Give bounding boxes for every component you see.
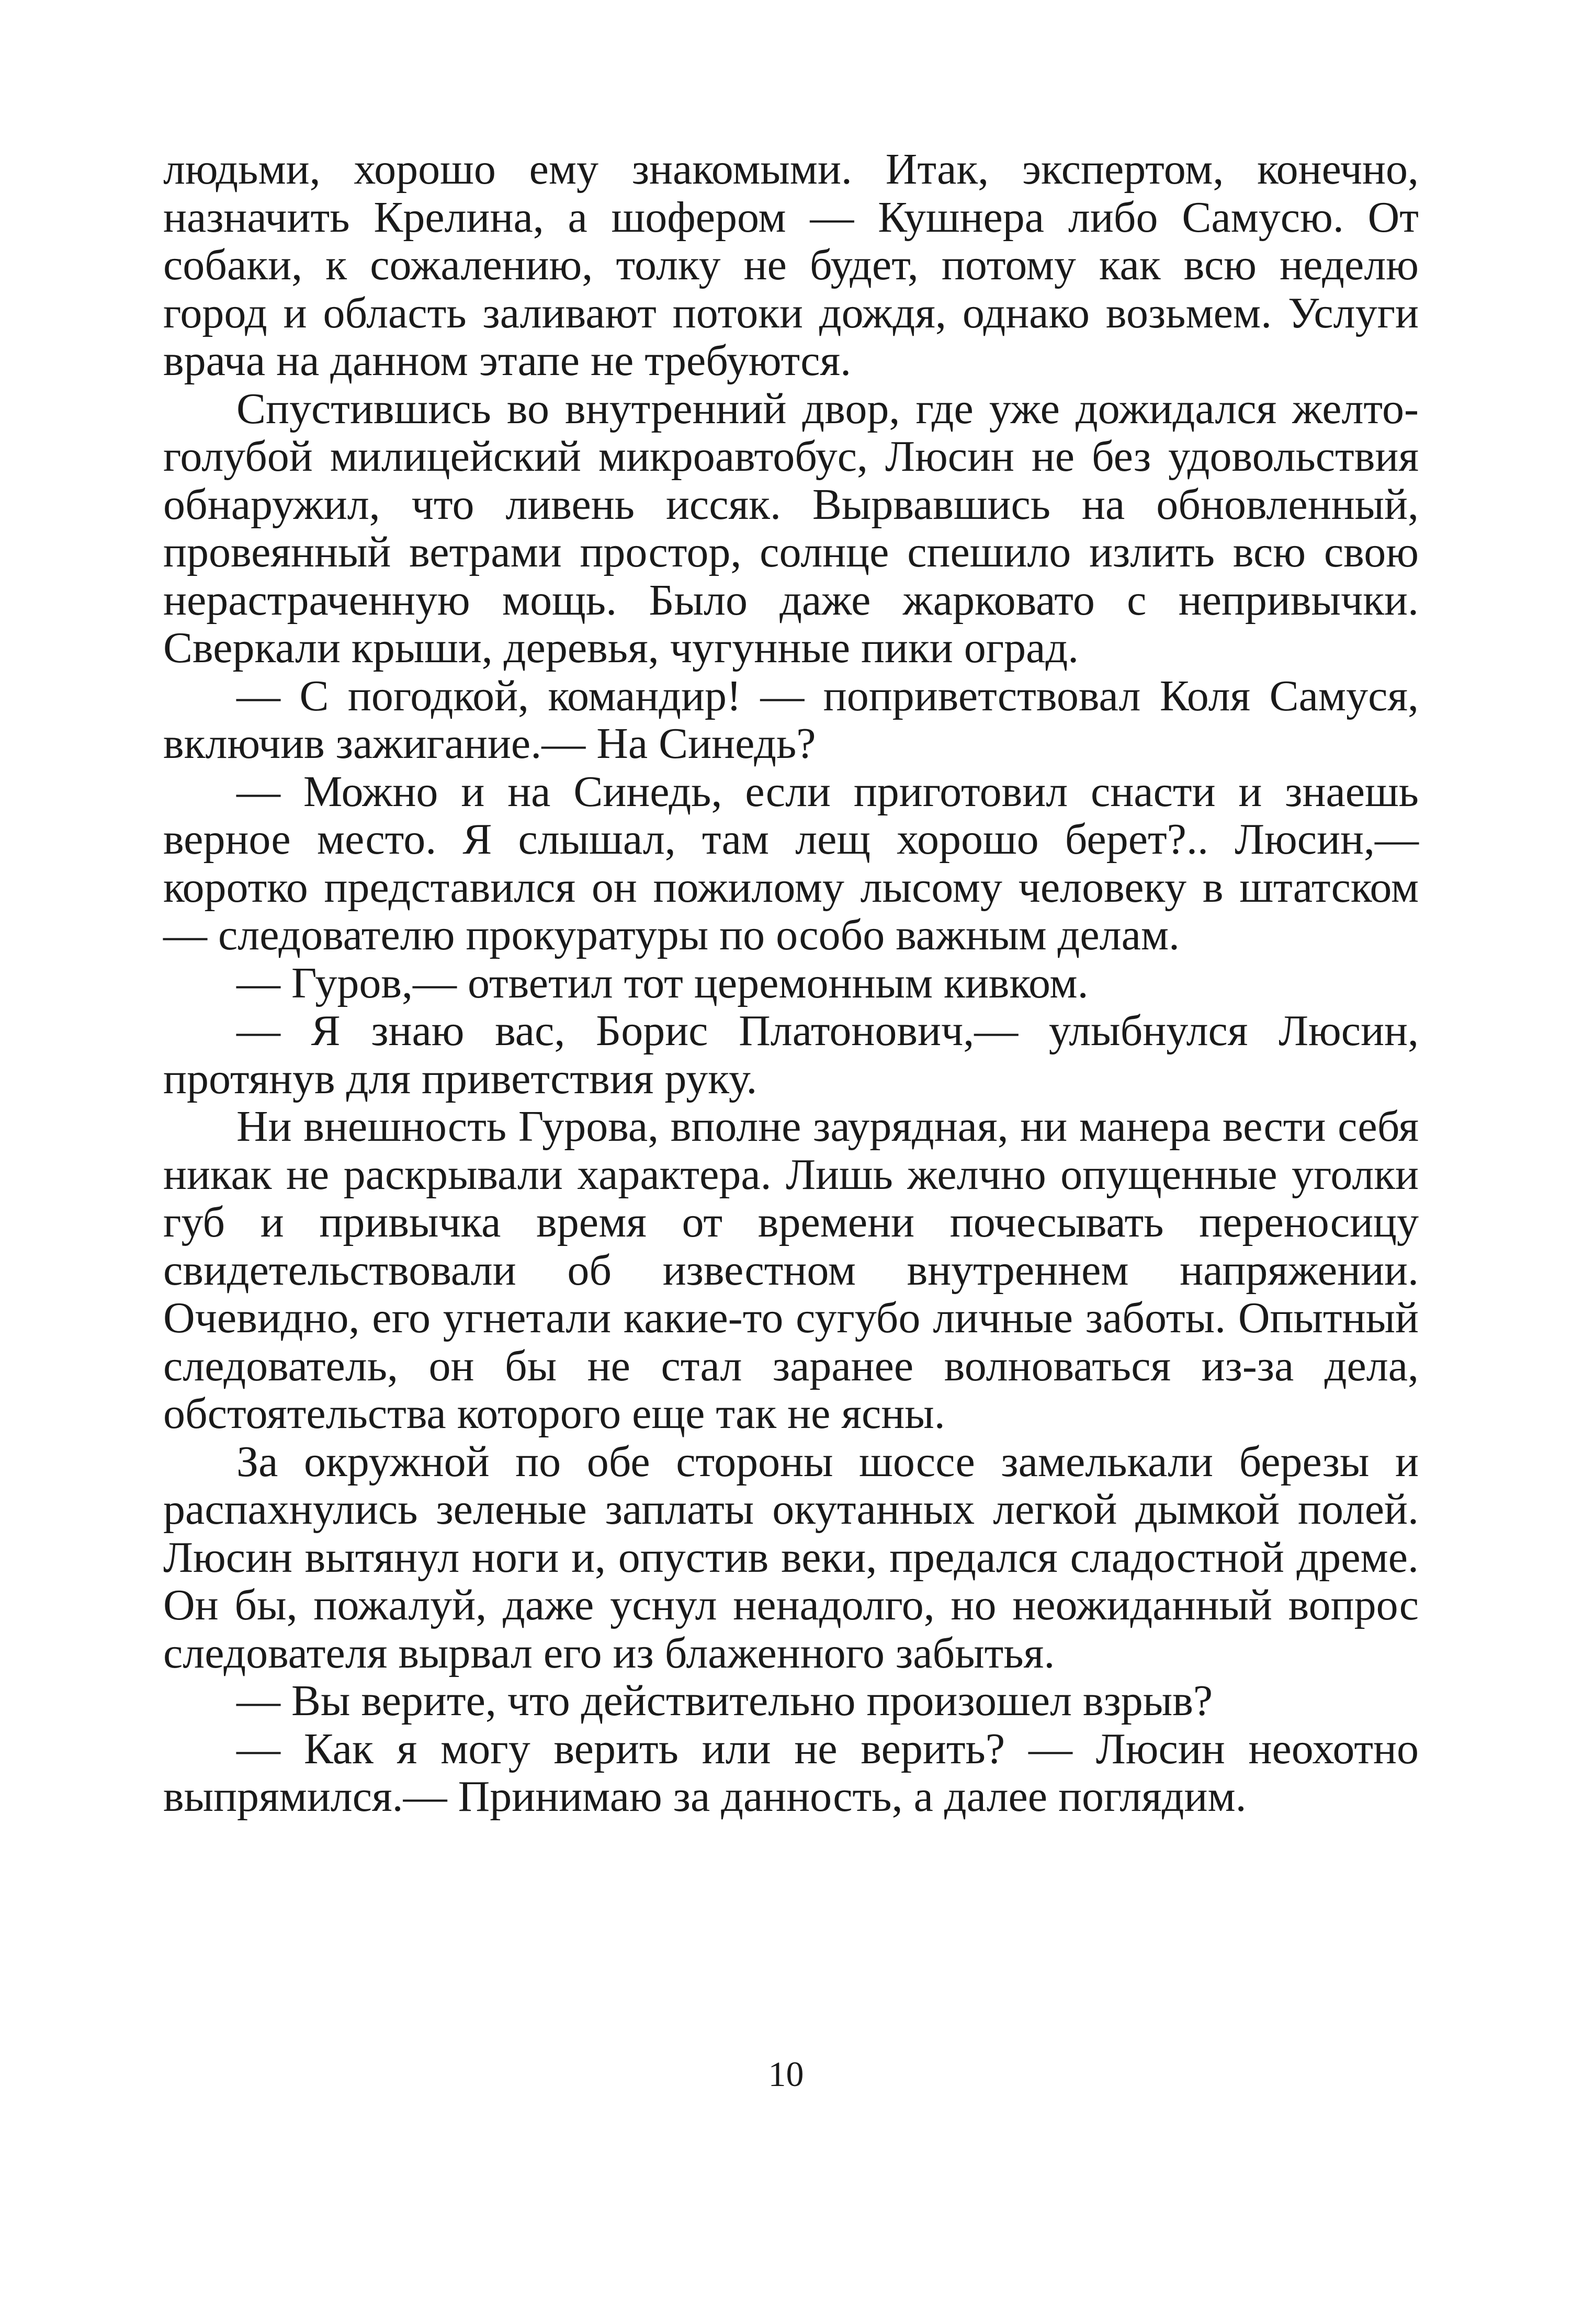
paragraph-6: — Я знаю вас, Борис Платонович,— улыбнулся Люсин, протянув для приветствия руку. bbox=[163, 1006, 1419, 1103]
body-text bbox=[163, 145, 1419, 1821]
paragraph-4: — Можно и на Синедь, если приготовил снасти и знаешь верное место. Я слышал, там лещ хорошо берет?.. Люсин,— коротко представился он пожилому лысому человеку в штатском — следователю прокуратуры по особо важным делам. bbox=[163, 767, 1419, 959]
page-number: 10 bbox=[768, 2054, 804, 2094]
paragraph-1: людьми, хорошо ему знакомыми. Итак, экспертом, конечно, назначить Крелина, а шофером — Кушнера либо Самусю. От собаки, к сожалению, толку не будет, потому как всю неделю город и область заливают потоки дождя, однако возьмем. Услуги врача на данном этапе не требуются. bbox=[163, 145, 1419, 385]
paragraph-2: Спустившись во внутренний двор, где уже дожидался желто-голубой милицейский микроавтобус, Люсин не без удовольствия обнаружил, что ливень иссяк. Вырвавшись на обновленный, провеянный ветрами простор, солнце спешило излить всю свою нерастраченную мощь. Было даже жарковато с непривычки. Сверкали крыши, деревья, чугунные пики оград. bbox=[163, 384, 1419, 672]
paragraph-3: — С погодкой, командир! — поприветствовал Коля Самуся, включив зажигание.— На Синедь? bbox=[163, 671, 1419, 768]
paragraph-5: — Гуров,— ответил тот церемонным кивком. bbox=[236, 958, 1089, 1007]
paragraph-8: За окружной по обе стороны шоссе замелькали березы и распахнулись зеленые заплаты окутанных легкой дымкой полей. Люсин вытянул ноги и, опустив веки, предался сладостной дреме. Он бы, пожалуй, даже уснул ненадолго, но неожиданный вопрос следователя вырвал его из блаженного забытья. bbox=[163, 1437, 1419, 1677]
paragraph-9: — Вы верите, что действительно произошел взрыв? bbox=[236, 1676, 1213, 1725]
paragraph-7: Ни внешность Гурова, вполне заурядная, ни манера вести себя никак не раскрывали характера. Лишь желчно опущенные уголки губ и привычка время от времени почесывать переносицу свидетельствовали об известном внутреннем напряжении. Очевидно, его угнетали какие-то сугубо личные заботы. Опытный следователь, он бы не стал заранее волноваться из-за дела, обстоятельства которого еще так не ясны. bbox=[163, 1102, 1419, 1438]
paragraph-10: — Как я могу верить или не верить? — Люсин неохотно выпрямился.— Принимаю за данность, а далее поглядим. bbox=[163, 1724, 1419, 1821]
